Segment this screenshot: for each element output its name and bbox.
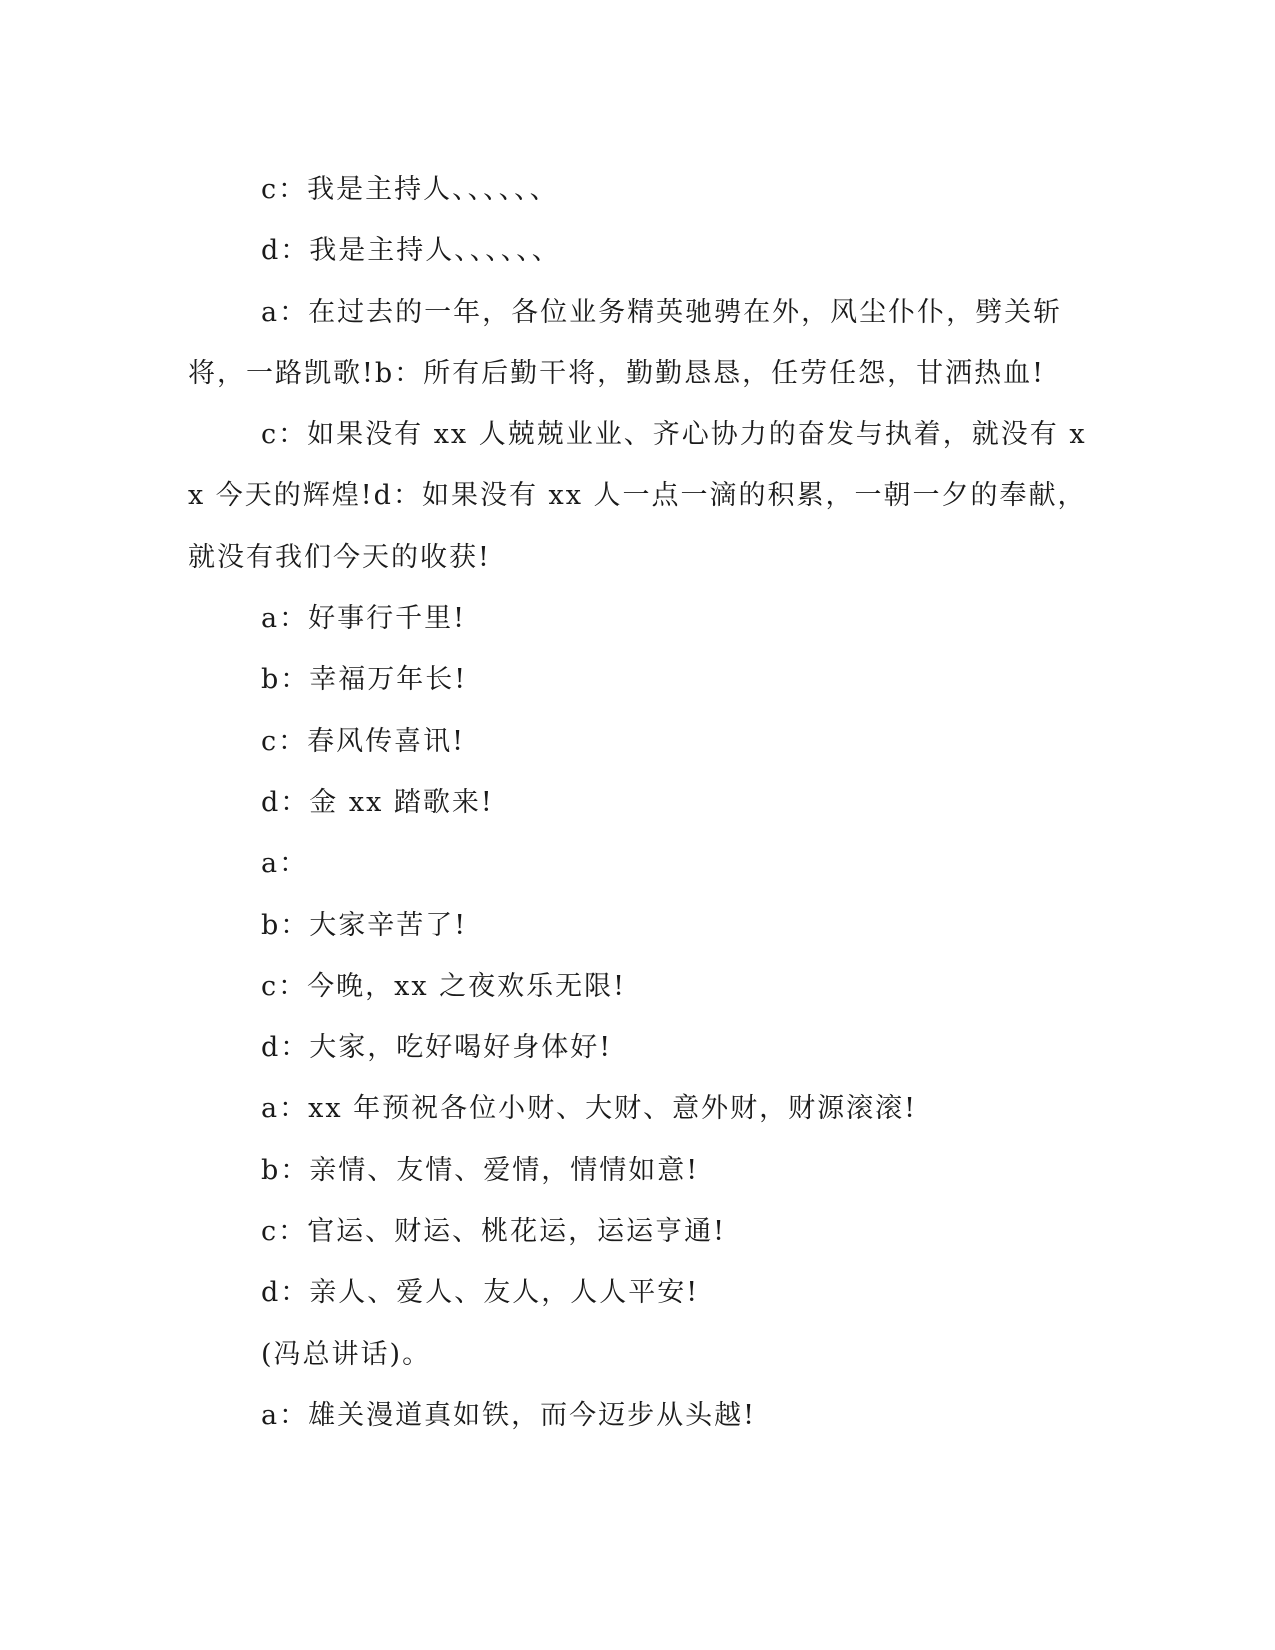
document-body: [188, 159, 1088, 1446]
paragraph: b：大家辛苦了!: [261, 909, 468, 941]
paragraph: a：xx 年预祝各位小财、大财、意外财，财源滚滚!: [261, 1093, 917, 1125]
paragraph: d：我是主持人、、、、、、: [261, 235, 561, 267]
paragraph: a：在过去的一年，各位业务精英驰骋在外，风尘仆仆，劈关斩将，一路凯歌!b：所有后勤干将，勤勤恳恳，任劳任怨，甘洒热血!: [188, 296, 1063, 389]
paragraph: b：幸福万年长!: [261, 664, 468, 696]
paragraph: d：金 xx 踏歌来!: [261, 786, 494, 818]
paragraph: c：今晚，xx 之夜欢乐无限!: [261, 970, 627, 1002]
paragraph: (冯总讲话)。: [261, 1338, 432, 1370]
paragraph: c：春风传喜讯!: [261, 725, 465, 757]
paragraph: a：好事行千里!: [261, 603, 466, 635]
paragraph: d：亲人、爱人、友人，人人平安!: [261, 1277, 700, 1309]
paragraph: d：大家，吃好喝好身体好!: [261, 1032, 613, 1064]
paragraph: a：雄关漫道真如铁，而今迈步从头越!: [261, 1399, 756, 1431]
paragraph: c：官运、财运、桃花运，运运亨通!: [261, 1216, 726, 1248]
paragraph: a：: [261, 848, 309, 880]
paragraph: c：如果没有 xx 人兢兢业业、齐心协力的奋发与执着，就没有 xx 今天的辉煌!d：如果没有 xx 人一点一滴的积累，一朝一夕的奉献，就没有我们今天的收获!: [188, 419, 1087, 573]
paragraph: c：我是主持人、、、、、、: [261, 174, 559, 205]
paragraph: b：亲情、友情、爱情，情情如意!: [261, 1154, 700, 1186]
